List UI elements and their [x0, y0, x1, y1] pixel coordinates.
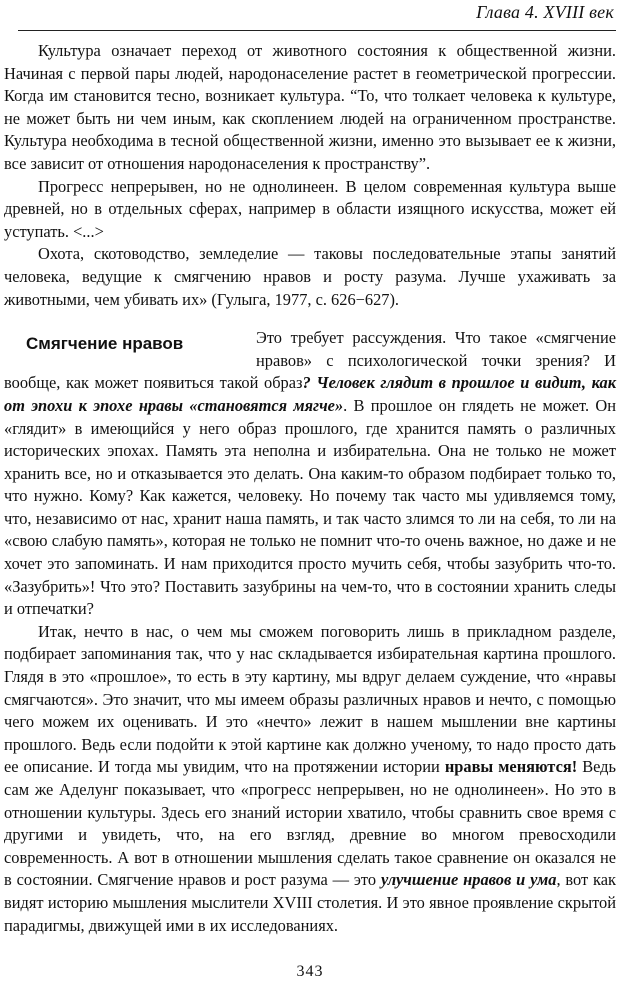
- quote-paragraph: Охота, скотоводство, земледелие — таковы последовательные этапы занятий человека, ведущие к смягчению нравов и росту разума. Лучше ухаживать за животными, чем убивать их» (Гулыга, 1977, с. 626−627).: [4, 244, 616, 309]
- section-softening-of-morals: [4, 327, 616, 937]
- text-run: Итак, нечто в нас, о чем мы сможем поговорить лишь в прикладном разделе, подбирает запоминания так, что у нас складывается избирательная картина прошлого. Глядя в это «прошлое», то есть в эту картину, мы вдруг делаем суждение, что «нравы смягчаются». Это значит, что мы имеем образы различных нравов и нечто, с помощью чего можем их оценивать. И это «нечто» лежит в нашем мышлении вне картины прошлого. Ведь если подойти к этой картине как должно ученому, то надо просто дать ее описание. И тогда мы увидим, что на протяжении истории: [4, 621, 616, 777]
- page-number: 343: [296, 963, 324, 980]
- text-run: Ведь сам же Аделунг показывает, что «прогресс непрерывен, но не однолинеен». Но это в отношении культуры. Здесь его знаний истории хватило, чтобы сравнить свое время с другими и увидеть, что, на его взгляд, древние во многом превосходили современность. А вот в отношении мышления сделать такое сравнение он оказался не в состоянии. Смягчение нравов и рост разума — это: [4, 757, 616, 890]
- page-header: [0, 0, 620, 40]
- section-title: Смягчение нравов: [26, 334, 184, 354]
- quote-paragraph: Прогресс непрерывен, но не однолинеен. В целом современная культура выше древней, но в отдельных сферах, например в области изящного искусства, может ей уступать. <...>: [4, 176, 616, 241]
- quote-paragraph: Культура означает переход от животного состояния к общественной жизни. Начиная с первой пары людей, народонаселение растет в геометрической прогрессии. Когда им становится тесно, возникает культура. “То, что толкает человека к культуре, не может быть ни чем иным, как скоплением людей на ограниченном пространстве. Культура необходима в тесной общественной жизни, именно это вызывает ее к жизни, все зависит от отношения народонаселения к пространству”.: [4, 41, 616, 173]
- running-head: Глава 4. XVIII век: [476, 2, 614, 22]
- section-paragraph: [4, 327, 616, 621]
- emphasis-text: ? Человек глядит в прошлое и видит, как от эпохи к эпохе нравы «становятся мягче»: [4, 373, 616, 415]
- page-body: [4, 40, 616, 937]
- emphasis-text: улучшение нравов и ума: [380, 870, 557, 890]
- text-run: . В прошлое он глядеть не может. Он «глядит» в имеющийся у него образ прошлого, где хранится память о различных исторических эпохах. Память эта неполна и избирательна. Она не только не может хранить все, но и отказывается это делать. Она каким-то образом подбирает только то, что нужно. Кому? Как кажется, человеку. Но почему так часто мы удивляемся тому, что, независимо от нас, хранит наша память, и так часто злимся то ли на себя, то ли на «свою слабую память», которая не только не помнит что-то очень важное, но даже и не хочет это запоминать. И нам приходится просто мучить себя, чтобы зазубрить что-то. «Зазубрить»! Что это? Поставить зазубрины на чем-то, что в состоянии хранить следы и отпечатки?: [4, 395, 616, 619]
- text-run: Это требует рассуждения. Что такое «смягчение нравов» с психологической точки зрения? И вообще, как может появиться такой образ: [4, 328, 616, 393]
- quote-block: [4, 40, 616, 311]
- header-rule: [18, 30, 616, 31]
- text-run: , вот как видят историю мышления мыслители XVIII столетия. И это явное проявление скрытой парадигмы, движущей ими в их исследованиях.: [4, 870, 617, 935]
- section-paragraph: [4, 621, 616, 937]
- bold-text: нравы меняются!: [444, 757, 578, 777]
